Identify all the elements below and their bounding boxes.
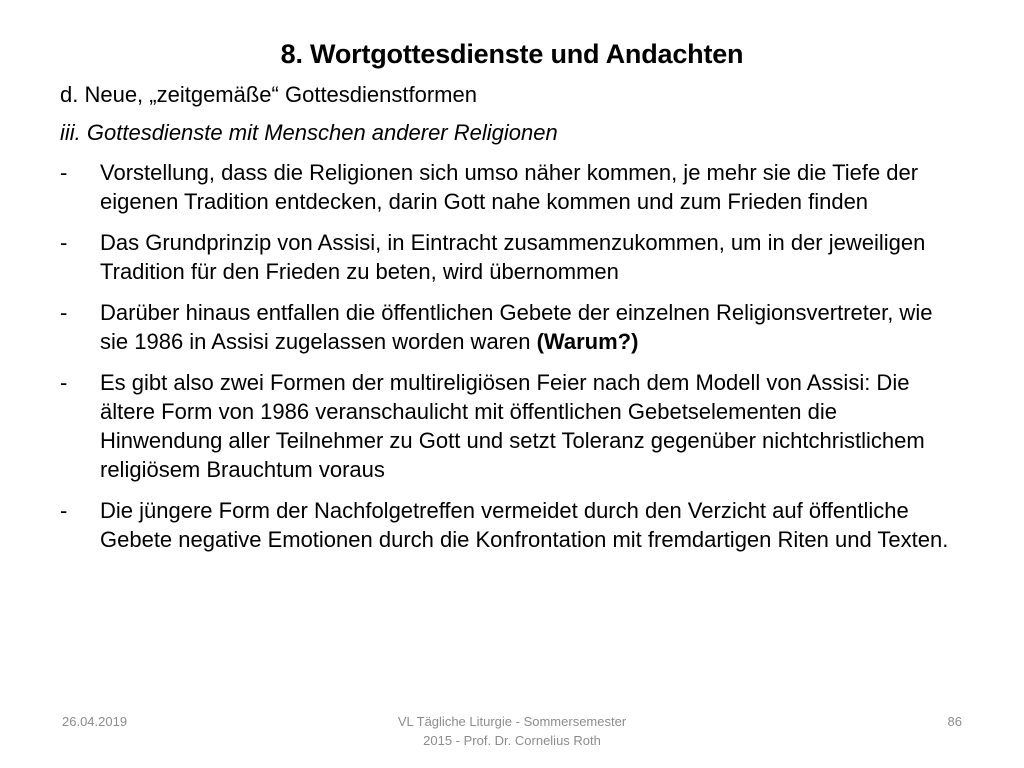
- bullet-text: Vorstellung, dass die Religionen sich umso näher kommen, je mehr sie die Tiefe der eigenen Tradition entdecken, darin Gott nahe kommen und zum Frieden finden: [100, 160, 919, 214]
- bullet-text: Die jüngere Form der Nachfolgetreffen vermeidet durch den Verzicht auf öffentliche Gebete negative Emotionen durch die Konfrontation mit fremdartigen Riten und Texten.: [100, 498, 949, 552]
- bullet-dash: -: [60, 300, 68, 325]
- bullet-text: Es gibt also zwei Formen der multireligiösen Feier nach dem Modell von Assisi: Die ältere Form von 1986 veranschaulicht mit öffentlichen Gebetselementen die Hinwendung aller Teilnehmer zu Gott und setzt Toleranz gegenüber nichtchristlichem religiösem Brauchtum voraus: [100, 370, 925, 482]
- bullet-item: [60, 496, 960, 554]
- bullet-text: Das Grundprinzip von Assisi, in Eintracht zusammenzukommen, um in der jeweiligen Tradition für den Frieden zu beten, wird übernommen: [100, 230, 926, 284]
- bullet-dash: -: [60, 370, 68, 395]
- bullet-list: [60, 158, 960, 554]
- footer-course-line-1: VL Tägliche Liturgie - Sommersemester: [397, 714, 627, 729]
- footer-course-line-2: 2015 - Prof. Dr. Cornelius Roth: [423, 733, 601, 748]
- slide-title: 8. Wortgottesdienste und Andachten: [280, 39, 744, 69]
- footer-page-number: 86: [947, 714, 962, 729]
- bullet-text: Darüber hinaus entfallen die öffentlichen Gebete der einzelnen Religionsvertreter, wie sie 1986 in Assisi zugelassen worden waren: [100, 300, 933, 354]
- bullet-dash: -: [60, 230, 68, 255]
- bullet-item: [60, 368, 960, 484]
- bullet-dash: -: [60, 498, 68, 523]
- bullet-bold-question: (Warum?): [536, 329, 639, 354]
- bullet-item: [60, 298, 960, 356]
- bullet-item: [60, 228, 960, 286]
- subheading: d. Neue, „zeitgemäße“ Gottesdienstformen: [60, 82, 477, 107]
- footer-date: 26.04.2019: [62, 714, 128, 729]
- footer-course-info: [312, 712, 712, 750]
- subsubheading: iii. Gottesdienste mit Menschen anderer Religionen: [60, 120, 558, 145]
- bullet-dash: -: [60, 160, 68, 185]
- bullet-item: [60, 158, 960, 216]
- slide-content: [60, 80, 960, 566]
